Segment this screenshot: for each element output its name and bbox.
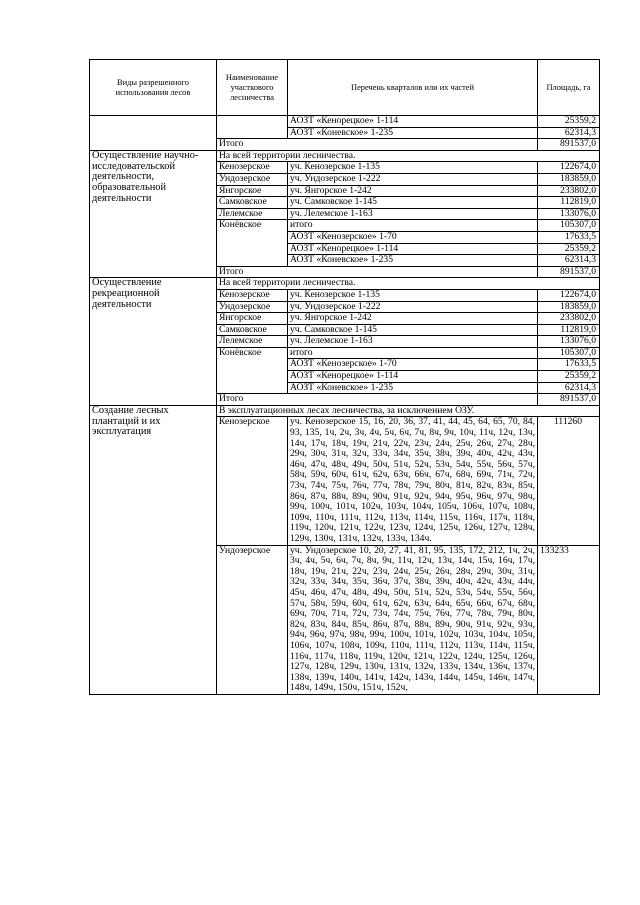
table-row <box>90 405 600 417</box>
quarters-cell: уч. Ундозерское 1-222 <box>288 301 538 313</box>
area-cell: 233802,0 <box>538 313 600 325</box>
area-cell: 122674,0 <box>538 289 600 301</box>
quarters-cell: уч. Янгорское 1-242 <box>288 313 538 325</box>
header-area: Площадь, га <box>538 60 600 116</box>
header-quarters: Перечень кварталов или их частей <box>288 60 538 116</box>
area-cell: 122674,0 <box>538 162 600 174</box>
section-note: В эксплуатационных лесах лесничества, за исключением ОЗУ. <box>217 405 600 417</box>
forestry-cell: Лелемское <box>217 336 288 348</box>
quarters-cell: АОЗТ «Коневское» 1-235 <box>288 382 538 394</box>
forestry-cell: Лелемское <box>217 208 288 220</box>
total-area: 891537,0 <box>538 266 600 278</box>
quarters-cell: уч. Ундозерское 1-222 <box>288 173 538 185</box>
forestry-cell: Кенозерское <box>217 162 288 174</box>
area-cell: 25359,2 <box>538 243 600 255</box>
forestry-cell <box>217 116 288 139</box>
section-note: На всей территории лесничества. <box>217 278 600 290</box>
area-cell: 17633,5 <box>538 359 600 371</box>
total-label: Итого <box>217 139 538 151</box>
quarters-cell: уч. Лелемское 1-163 <box>288 208 538 220</box>
table-row <box>90 278 600 290</box>
quarters-cell: уч. Янгорское 1-242 <box>288 185 538 197</box>
area-cell: 133076,0 <box>538 336 600 348</box>
quarters-cell: АОЗТ «Коневское» 1-235 <box>288 255 538 267</box>
quarters-cell: уч. Кенозерское 1-135 <box>288 289 538 301</box>
total-label: Итого <box>217 394 538 406</box>
quarters-cell: уч. Самковское 1-145 <box>288 324 538 336</box>
quarters-cell: уч. Самковское 1-145 <box>288 197 538 209</box>
area-cell: 133233 <box>538 545 600 694</box>
area-cell: 183859,0 <box>538 173 600 185</box>
total-area: 891537,0 <box>538 139 600 151</box>
table-row <box>90 116 600 128</box>
area-cell: 112819,0 <box>538 324 600 336</box>
forestry-cell: Ундозерское <box>217 301 288 313</box>
quarters-cell: АОЗТ «Коневское» 1-235 <box>288 127 538 139</box>
header-row <box>90 60 600 116</box>
quarters-cell: итого <box>288 220 538 232</box>
forestry-cell: Кенозерское <box>217 417 288 545</box>
area-cell: 25359,2 <box>538 116 600 128</box>
quarters-cell: АОЗТ «Кенорецкое» 1-114 <box>288 243 538 255</box>
use-type-cell: Осуществление научно-исследовательской деятельности, образовательной деятельности <box>90 150 217 278</box>
area-cell: 133076,0 <box>538 208 600 220</box>
forestry-cell: Янгорское <box>217 185 288 197</box>
area-cell: 62314,3 <box>538 382 600 394</box>
area-cell: 111260 <box>538 417 600 545</box>
forestry-cell: Ундозерское <box>217 545 288 694</box>
header-forestry: Наименование участкового лесничества <box>217 60 288 116</box>
section-note: На всей территории лесничества. <box>217 150 600 162</box>
area-cell: 105307,0 <box>538 220 600 232</box>
forestry-cell: Конёвское <box>217 220 288 266</box>
quarters-cell: уч. Кенозерское 1-135 <box>288 162 538 174</box>
quarters-cell: АОЗТ «Кенозерское» 1-70 <box>288 231 538 243</box>
quarters-cell: АОЗТ «Кенорецкое» 1-114 <box>288 371 538 383</box>
total-area: 891537,0 <box>538 394 600 406</box>
quarters-cell: уч. Лелемское 1-163 <box>288 336 538 348</box>
table-row <box>90 150 600 162</box>
forestry-cell: Янгорское <box>217 313 288 325</box>
area-cell: 17633,5 <box>538 231 600 243</box>
total-label: Итого <box>217 266 538 278</box>
forestry-cell: Конёвское <box>217 347 288 393</box>
area-cell: 183859,0 <box>538 301 600 313</box>
use-type-cell <box>90 116 217 151</box>
quarters-cell: уч. Кенозерское 15, 16, 20, 36, 37, 41, 44, 45, 64, 65, 70, 84, 93, 135, 1ч, 2ч, 3ч, 4ч, 5ч, 6ч, 7ч, 8ч, 9ч, 10ч, 11ч, 12ч, 13ч, 14ч, 17ч, 18ч, 19ч, 21ч, 22ч, 23ч, 24ч, 25ч, 26ч, 27ч, 28ч, 29ч, 30ч, 31ч, 32ч, 33ч, 34ч, 35ч, 38ч, 39ч, 40ч, 42ч, 43ч, 46ч, 47ч, 48ч, 49ч, 50ч, 51ч, 52ч, 53ч, 54ч, 55ч, 56ч, 57ч, 58ч, 59ч, 60ч, 61ч, 62ч, 63ч, 66ч, 67ч, 68ч, 69ч, 71ч, 72ч, 73ч, 74ч, 75ч, 76ч, 77ч, 78ч, 79ч, 80ч, 81ч, 82ч, 83ч, 85ч, 86ч, 87ч, 88ч, 89ч, 90ч, 91ч, 92ч, 94ч, 95ч, 96ч, 97ч, 98ч, 99ч, 100ч, 101ч, 102ч, 103ч, 104ч, 105ч, 106ч, 107ч, 108ч, 109ч, 110ч, 111ч, 112ч, 113ч, 114ч, 115ч, 116ч, 117ч, 118ч, 119ч, 120ч, 121ч, 122ч, 123ч, 124ч, 125ч, 126ч, 127ч, 128ч, 129ч, 130ч, 131ч, 132ч, 133ч, 134ч. <box>288 417 538 545</box>
use-type-cell: Создание лесных плантаций и их эксплуатация <box>90 405 217 694</box>
forest-use-table <box>89 59 600 695</box>
header-use-type: Виды разрешенного использования лесов <box>90 60 217 116</box>
area-cell: 233802,0 <box>538 185 600 197</box>
forestry-cell: Кенозерское <box>217 289 288 301</box>
forestry-cell: Ундозерское <box>217 173 288 185</box>
area-cell: 105307,0 <box>538 347 600 359</box>
area-cell: 62314,3 <box>538 127 600 139</box>
forestry-cell: Самковское <box>217 197 288 209</box>
forestry-cell: Самковское <box>217 324 288 336</box>
area-cell: 62314,3 <box>538 255 600 267</box>
quarters-cell: АОЗТ «Кенозерское» 1-70 <box>288 359 538 371</box>
quarters-cell: АОЗТ «Кенорецкое» 1-114 <box>288 116 538 128</box>
use-type-cell: Осуществление рекреационной деятельности <box>90 278 217 406</box>
quarters-cell: итого <box>288 347 538 359</box>
quarters-cell: уч. Ундозерское 10, 20, 27, 41, 81, 95, 135, 172, 212, 1ч, 2ч, 3ч, 4ч, 5ч, 6ч, 7ч, 8ч, 9ч, 11ч, 12ч, 13ч, 14ч, 15ч, 16ч, 17ч, 18ч, 19ч, 21ч, 22ч, 23ч, 24ч, 25ч, 26ч, 28ч, 29ч, 30ч, 31ч, 32ч, 33ч, 34ч, 35ч, 36ч, 37ч, 38ч, 39ч, 40ч, 42ч, 43ч, 44ч, 45ч, 46ч, 47ч, 48ч, 49ч, 50ч, 51ч, 52ч, 53ч, 54ч, 55ч, 56ч, 57ч, 58ч, 59ч, 60ч, 61ч, 62ч, 63ч, 64ч, 65ч, 66ч, 67ч, 68ч, 69ч, 70ч, 71ч, 72ч, 73ч, 74ч, 75ч, 76ч, 77ч, 78ч, 79ч, 80ч, 82ч, 83ч, 84ч, 85ч, 86ч, 87ч, 88ч, 89ч, 90ч, 91ч, 92ч, 93ч, 94ч, 96ч, 97ч, 98ч, 99ч, 100ч, 101ч, 102ч, 103ч, 104ч, 105ч, 106ч, 107ч, 108ч, 109ч, 110ч, 111ч, 112ч, 113ч, 114ч, 115ч, 116ч, 117ч, 118ч, 119ч, 120ч, 121ч, 122ч, 124ч, 125ч, 126ч, 127ч, 128ч, 129ч, 130ч, 131ч, 132ч, 133ч, 134ч, 136ч, 137ч, 138ч, 139ч, 140ч, 141ч, 142ч, 143ч, 144ч, 145ч, 146ч, 147ч, 148ч, 149ч, 150ч, 151ч, 152ч, <box>288 545 538 694</box>
area-cell: 25359,2 <box>538 371 600 383</box>
area-cell: 112819,0 <box>538 197 600 209</box>
